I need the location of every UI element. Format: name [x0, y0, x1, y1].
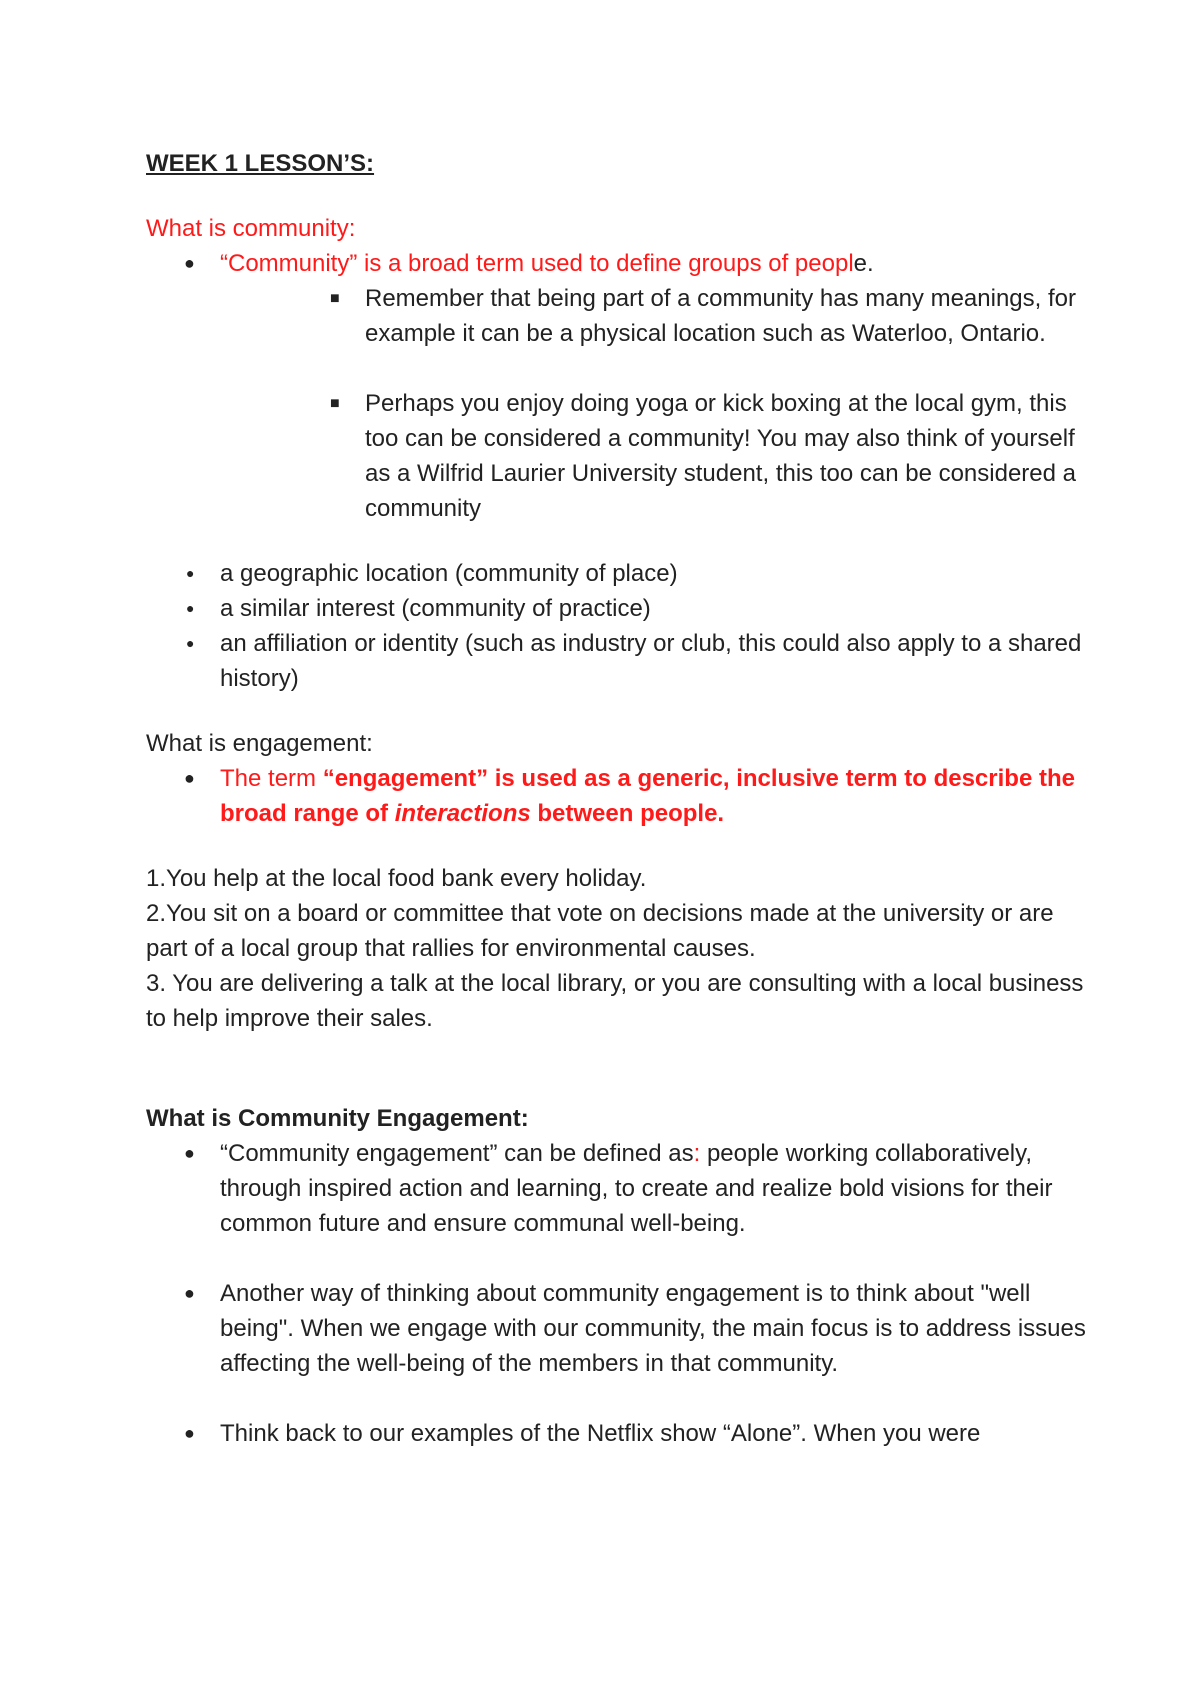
list-item [146, 1276, 1086, 1381]
bullet-icon: ● [186, 600, 195, 616]
community-definition-tail: e. [853, 250, 874, 277]
ce-definition-colon: : [693, 1140, 701, 1167]
engagement-list [146, 761, 1086, 831]
square-bullet-icon: ■ [330, 290, 340, 307]
community-sub-list-2 [146, 386, 1086, 526]
list-item [146, 386, 1086, 526]
engagement-def-part2: “engagement” is used as a generic, inclusive term to describe the broad range of [220, 765, 1075, 827]
square-bullet-icon: ■ [330, 395, 340, 412]
community-engagement-list [146, 1136, 1086, 1241]
community-list [146, 246, 1086, 281]
list-item [146, 1136, 1086, 1241]
list-item-text: a similar interest (community of practice) [220, 595, 651, 622]
list-item [146, 281, 1086, 351]
ce-netflix-text: Think back to our examples of the Netflix show “Alone”. When you were [220, 1420, 981, 1447]
engagement-def-part3: between people. [530, 800, 725, 827]
ce-wellbeing-text: Another way of thinking about community engagement is to think about "well being". When we engage with our community, the main focus is to address issues affecting the well-being of the members in that community. [220, 1280, 1086, 1377]
heading-what-is-community: What is community: [146, 215, 356, 242]
list-item [146, 556, 1086, 591]
engagement-def-italic: interactions [394, 800, 531, 827]
engagement-def-part1: The term [220, 765, 323, 792]
community-sub-list [146, 281, 1086, 351]
list-item [146, 1416, 1086, 1451]
list-item [146, 591, 1086, 626]
bullet-icon: ● [184, 1143, 195, 1163]
list-item [146, 246, 1086, 281]
heading-what-is-community-engagement: What is Community Engagement: [146, 1105, 529, 1132]
engagement-example-1: 1.You help at the local food bank every holiday. [146, 865, 647, 892]
community-types-list [146, 556, 1086, 696]
bullet-icon: ● [186, 635, 195, 651]
list-item-text: an affiliation or identity (such as industry or club, this could also apply to a shared history) [220, 630, 1082, 692]
engagement-example-2: 2.You sit on a board or committee that vote on decisions made at the university or are part of a local group that rallies for environmental causes. [146, 900, 1054, 962]
ce-definition-a: “Community engagement” can be defined as [220, 1140, 694, 1167]
ce-definition-b: people working collaboratively, through inspired action and learning, to create and realize bold visions for their common future and ensure communal well-being. [220, 1140, 1053, 1237]
bullet-icon: ● [184, 253, 195, 273]
bullet-icon: ● [186, 565, 195, 581]
bullet-icon: ● [184, 1423, 195, 1443]
engagement-example-3: 3. You are delivering a talk at the local library, or you are consulting with a local business to help improve their sales. [146, 970, 1084, 1032]
list-item-text: a geographic location (community of place) [220, 560, 678, 587]
list-item [146, 761, 1086, 831]
page-title: WEEK 1 LESSON’S: [146, 150, 375, 177]
bullet-icon: ● [184, 1283, 195, 1303]
bullet-icon: ● [184, 768, 195, 788]
sub-bullet-text: Perhaps you enjoy doing yoga or kick boxing at the local gym, this too can be considered a community! You may also think of yourself as a Wilfrid Laurier University student, this too can be considered a community [365, 390, 1077, 522]
community-engagement-list-2 [146, 1276, 1086, 1381]
heading-what-is-engagement: What is engagement: [146, 730, 373, 757]
list-item [146, 626, 1086, 696]
document-content [146, 146, 1086, 1451]
community-definition: “Community” is a broad term used to define groups of peopl [220, 250, 854, 277]
sub-bullet-text: Remember that being part of a community has many meanings, for example it can be a physical location such as Waterloo, Ontario. [365, 285, 1076, 347]
community-engagement-list-3 [146, 1416, 1086, 1451]
